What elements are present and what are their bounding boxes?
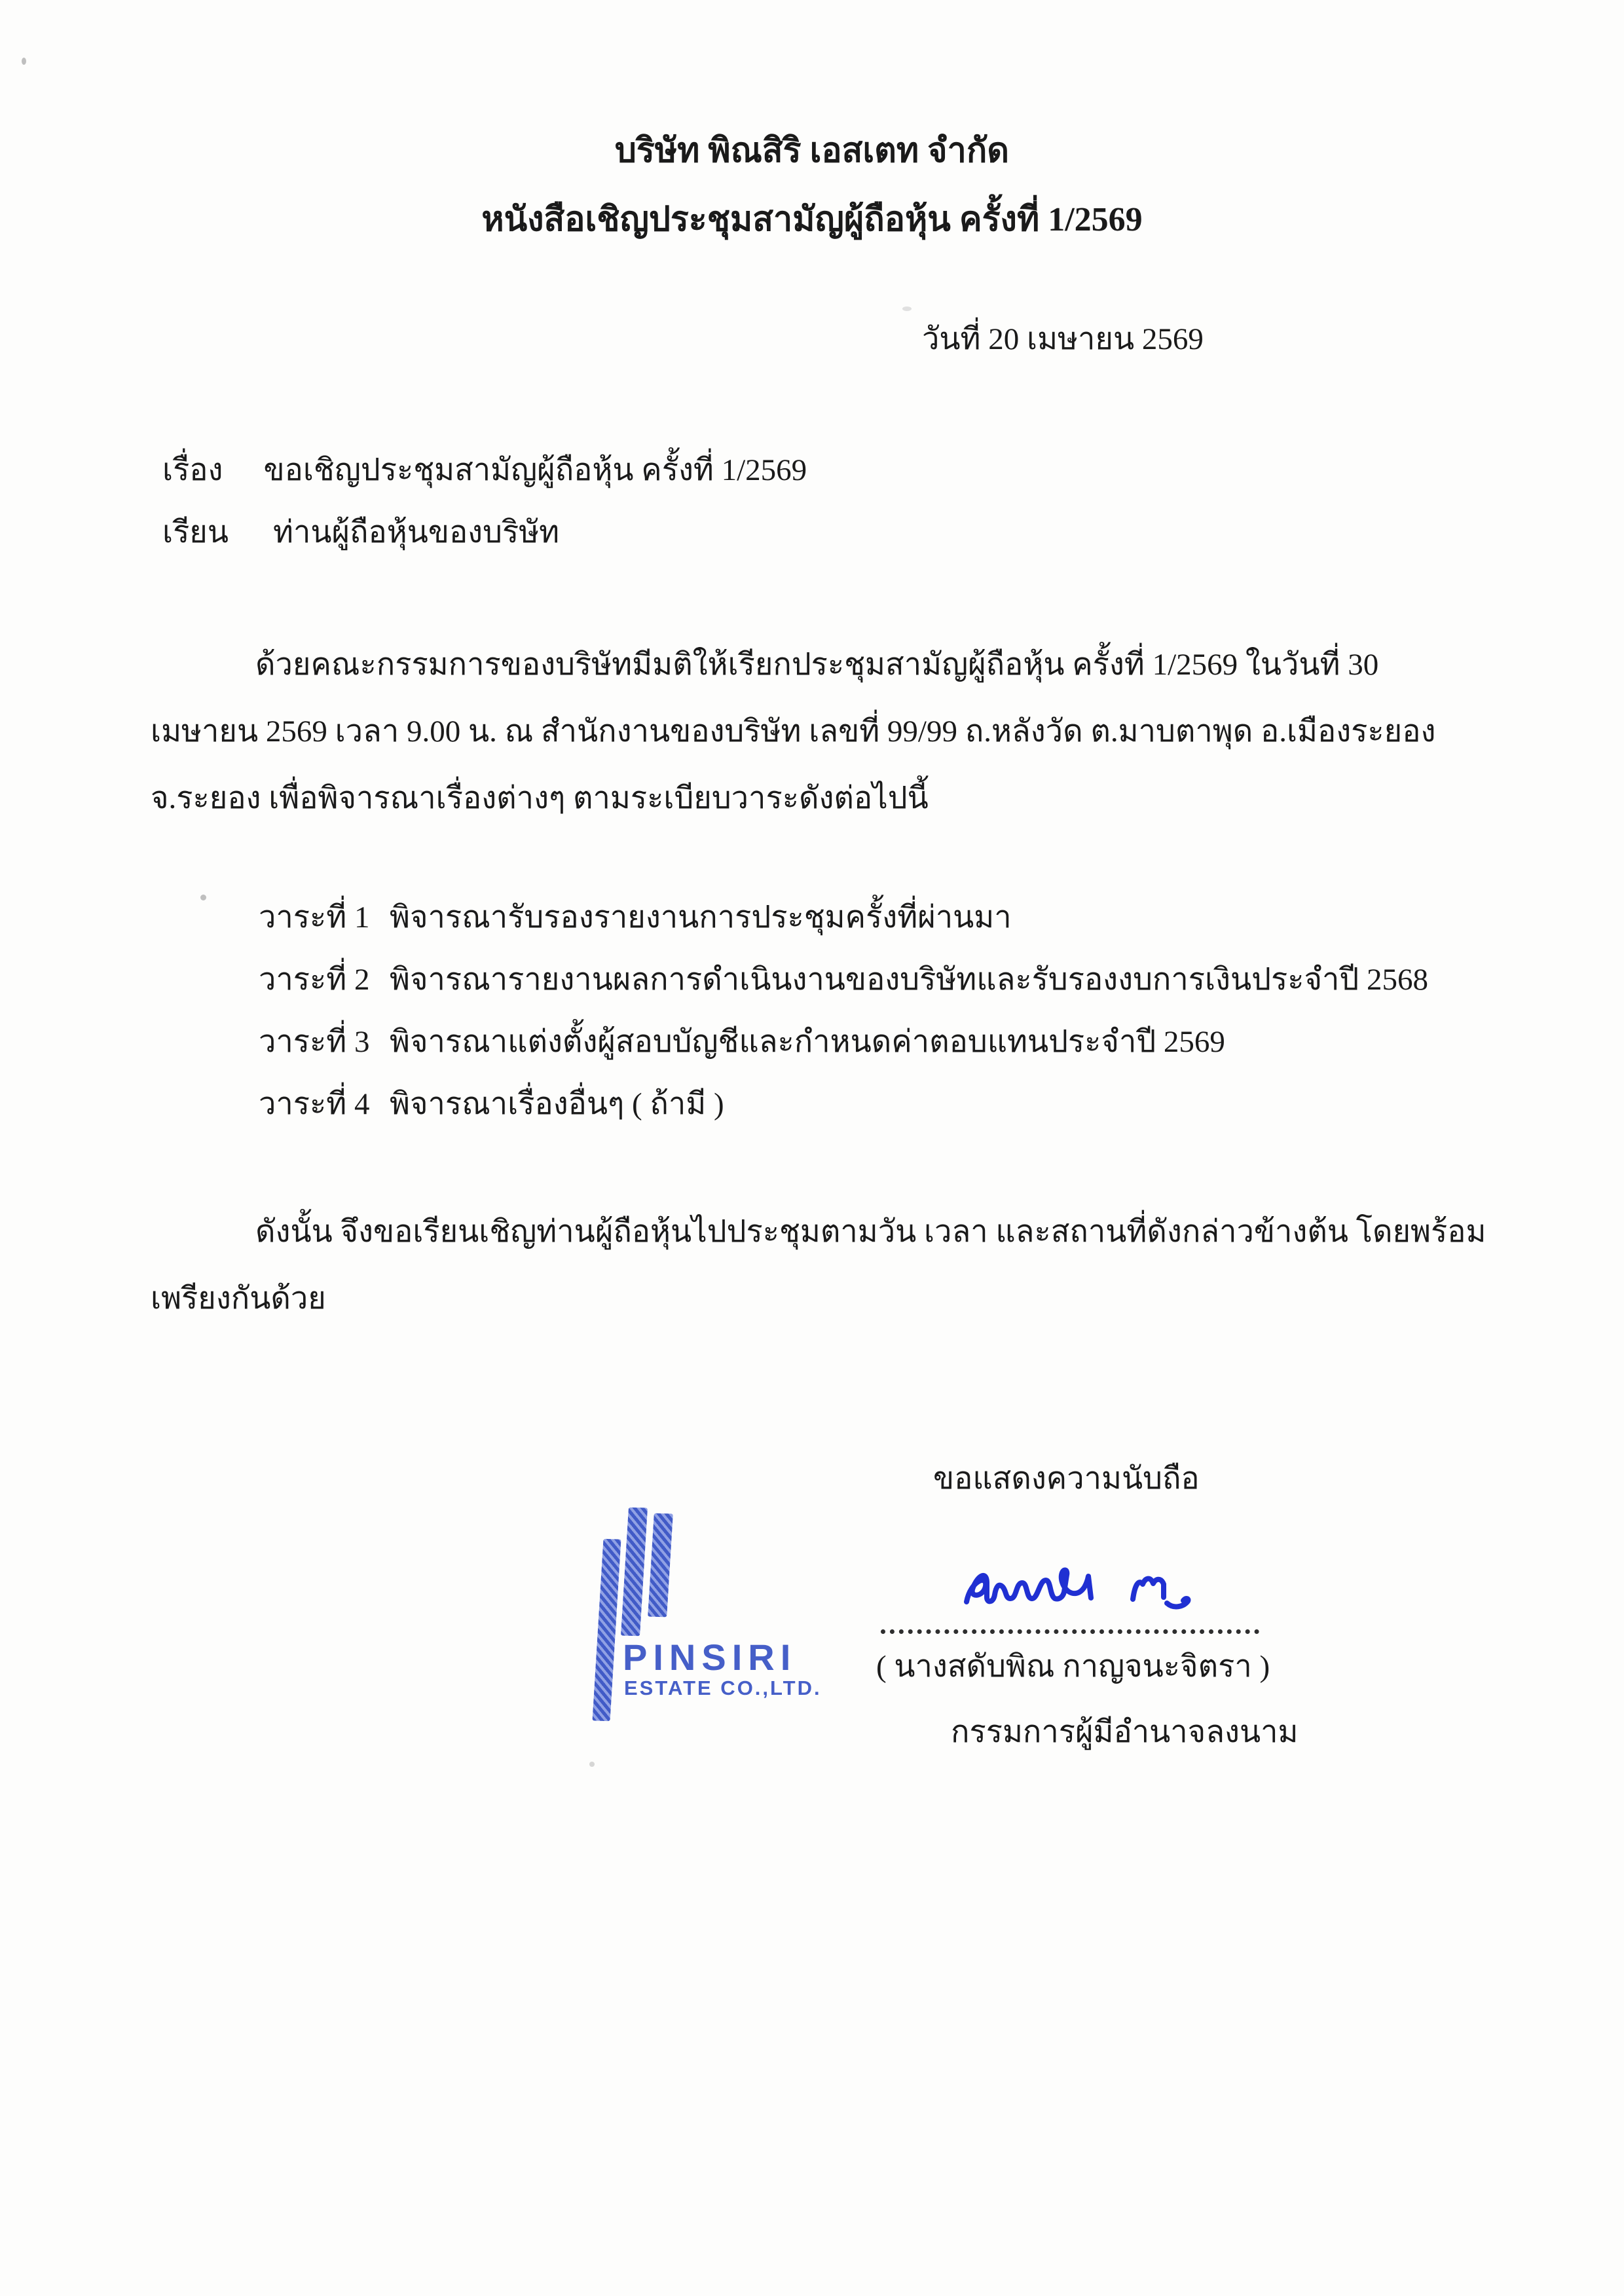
agenda-item-text: พิจารณารับรองรายงานการประชุมครั้งที่ผ่านมา [390, 900, 1012, 935]
agenda-item-label: วาระที่ 4 [259, 1087, 370, 1121]
signature-dotted-line [881, 1612, 1259, 1634]
closing-line: เพรียงกันด้วย [151, 1281, 326, 1316]
agenda-item [151, 885, 1519, 948]
agenda-item-label: วาระที่ 3 [259, 1025, 370, 1059]
stamp-building-bar-icon [593, 1539, 621, 1721]
agenda-item [151, 948, 1519, 1010]
agenda-item [151, 1010, 1519, 1072]
subject-value: ขอเชิญประชุมสามัญผู้ถือหุ้น ครั้งที่ 1/2569 [263, 453, 807, 487]
agenda-item-text: พิจารณาแต่งตั้งผู้สอบบัญชีและกำหนดค่าตอบแทนประจำปี 2569 [390, 1025, 1225, 1059]
company-stamp [585, 1505, 834, 1721]
stamp-subtitle-text: ESTATE CO.,LTD. [624, 1676, 822, 1699]
salutation: ขอแสดงความนับถือ [933, 1462, 1200, 1496]
body-line: ด้วยคณะกรรมการของบริษัทมีมติให้เรียกประชุมสามัญผู้ถือหุ้น ครั้งที่ 1/2569 ในวันที่ 30 [255, 647, 1379, 682]
signer-name: ( นางสดับพิณ กาญจนะจิตรา ) [876, 1650, 1270, 1684]
scan-speck [902, 306, 912, 311]
agenda-list [151, 885, 1519, 1134]
body-line: จ.ระยอง เพื่อพิจารณาเรื่องต่างๆ ตามระเบียบวาระดังต่อไปนี้ [151, 781, 929, 815]
scan-speck [200, 895, 206, 900]
to-label: เรียน [162, 515, 229, 549]
body-paragraph [151, 630, 1519, 830]
subject-row [162, 455, 807, 486]
scan-speck [589, 1762, 595, 1767]
stamp-building-bar-icon [621, 1508, 648, 1637]
scan-speck [22, 58, 26, 65]
document-title: หนังสือเชิญประชุมสามัญผู้ถือหุ้น ครั้งที่ 1/2569 [481, 201, 1143, 238]
company-name: บริษัท พิณสิริ เอสเตท จำกัด [614, 132, 1010, 170]
agenda-item-label: วาระที่ 1 [259, 900, 370, 935]
to-row [162, 517, 559, 548]
closing-line: ดังนั้น จึงขอเรียนเชิญท่านผู้ถือหุ้นไปประชุมตามวัน เวลา และสถานที่ดังกล่าวข้างต้น โดยพร้อม [255, 1214, 1486, 1249]
subject-label: เรื่อง [162, 453, 223, 487]
agenda-item-text: พิจารณารายงานผลการดำเนินงานของบริษัทและรับรองงบการเงินประจำปี 2568 [390, 963, 1428, 997]
agenda-item [151, 1072, 1519, 1134]
signer-title: กรรมการผู้มีอำนาจลงนาม [951, 1715, 1299, 1749]
stamp-building-bar-icon [648, 1513, 673, 1618]
agenda-item-label: วาระที่ 2 [259, 963, 370, 997]
body-line: เมษายน 2569 เวลา 9.00 น. ณ สำนักงานของบริษัท เลขที่ 99/99 ถ.หลังวัด ต.มาบตาพุด อ.เมืองระยอง [151, 714, 1436, 749]
closing-paragraph [151, 1197, 1519, 1331]
to-value: ท่านผู้ถือหุ้นของบริษัท [272, 515, 560, 549]
agenda-item-text: พิจารณาเรื่องอื่นๆ ( ถ้ามี ) [390, 1087, 724, 1121]
date-line: วันที่ 20 เมษายน 2569 [922, 322, 1204, 356]
stamp-brand-text: PINSIRI [623, 1637, 797, 1678]
